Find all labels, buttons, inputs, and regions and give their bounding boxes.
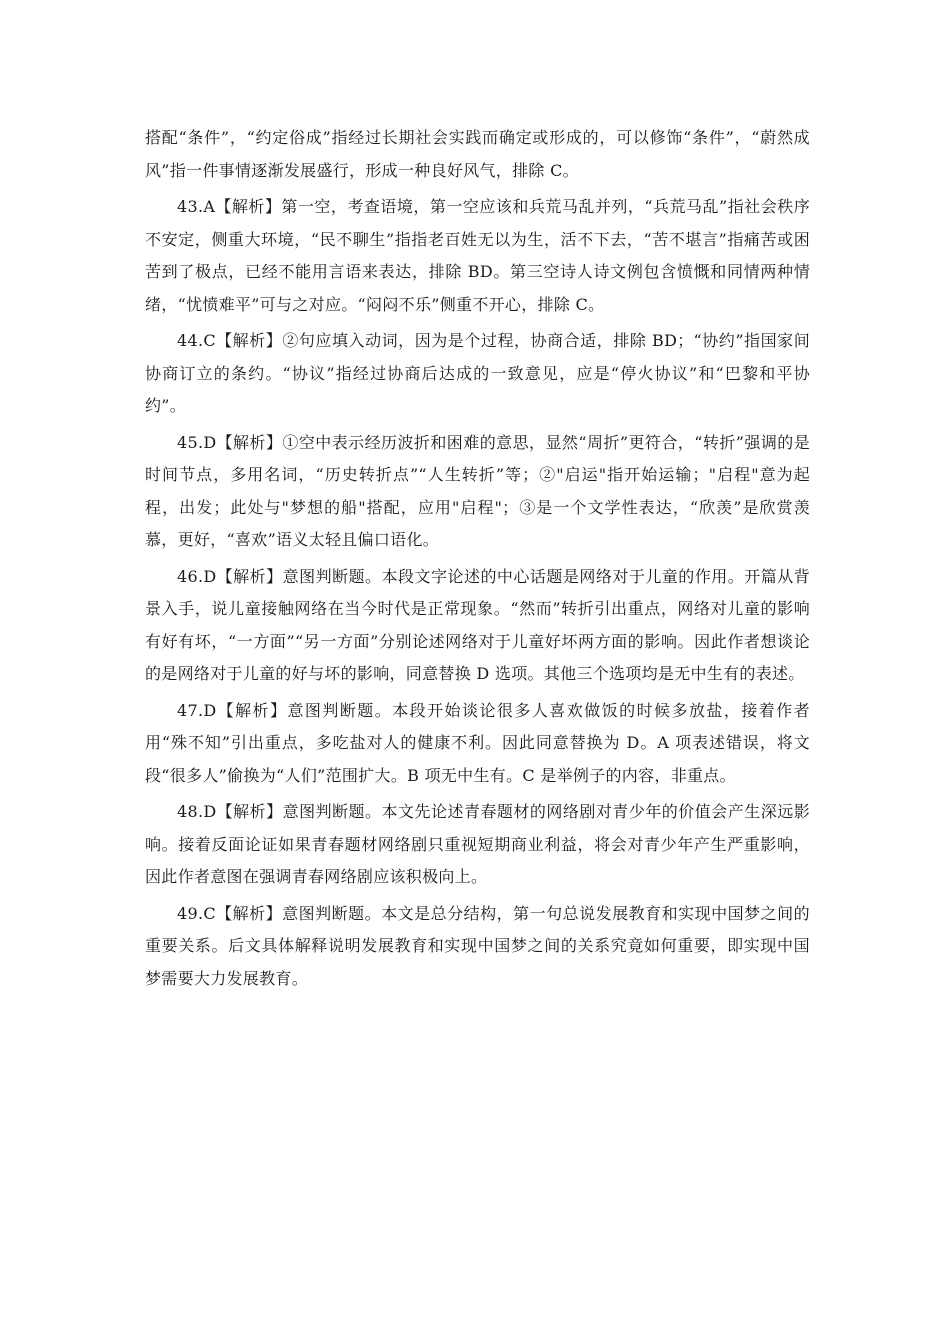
paragraph-answer-43: 43.A【解析】第一空，考查语境，第一空应该和兵荒马乱并列，“兵荒马乱”指社会秩序不安定，侧重大环境，“民不聊生”指指老百姓无以为生，活不下去，“苦不堪言”指痛苦或困苦到了极点，已经不能用言语来表达，排除 BD。第三空诗人诗文例包含愤慨和同情两种情绪，“忧愤难平”可与之对应。“闷闷不乐”侧重不开心，排除 C。 [145,197,810,314]
paragraph-answer-47: 47.D【解析】意图判断题。本段开始谈论很多人喜欢做饭的时候多放盐，接着作者用“殊不知”引出重点，多吃盐对人的健康不利。因此同意替换为 D。A 项表述错误，将文段“很多人”偷换为“人们”范围扩大。B 项无中生有。C 是举例子的内容，非重点。 [145,700,810,785]
paragraph-continuation: 搭配“条件”，“约定俗成”指经过长期社会实践而确定或形成的，可以修饰“条件”，“蔚然成风”指一件事情逐渐发展盛行，形成一种良好风气，排除 C。 [145,128,810,180]
document-body [145,122,810,999]
paragraph-answer-45: 45.D【解析】①空中表示经历波折和困难的意思，显然“周折”更符合，“转折”强调的是时间节点，多用名词，“历史转折点”“人生转折”等；②"启运"指开始运输；"启程"意为起程，出发；此处与"梦想的船"搭配，应用"启程"；③是一个文学性表达，“欣羡”是欣赏羡慕，更好，“喜欢”语义太轻且偏口语化。 [145,432,810,549]
paragraph-answer-49: 49.C【解析】意图判断题。本文是总分结构，第一句总说发展教育和实现中国梦之间的重要关系。后文具体解释说明发展教育和实现中国梦之间的关系究竟如何重要，即实现中国梦需要大力发展教育。 [145,903,810,988]
paragraph-answer-46: 46.D【解析】意图判断题。本段文字论述的中心话题是网络对于儿童的作用。开篇从背景入手，说儿童接触网络在当今时代是正常现象。“然而”转折引出重点，网络对儿童的影响有好有坏，“一方面”“另一方面”分别论述网络对于儿童好坏两方面的影响。因此作者想谈论的是网络对于儿童的好与坏的影响，同意替换 D 选项。其他三个选项均是无中生有的表述。 [145,566,810,683]
paragraph-answer-48: 48.D【解析】意图判断题。本文先论述青春题材的网络剧对青少年的价值会产生深远影响。接着反面论证如果青春题材网络剧只重视短期商业利益，将会对青少年产生严重影响，因此作者意图在强调青春网络剧应该积极向上。 [145,802,810,886]
paragraph-answer-44: 44.C【解析】②句应填入动词，因为是个过程，协商合适，排除 BD；“协约”指国家间协商订立的条约。“协议”指经过协商后达成的一致意见，应是“停火协议”和“巴黎和平协约”。 [145,331,810,415]
